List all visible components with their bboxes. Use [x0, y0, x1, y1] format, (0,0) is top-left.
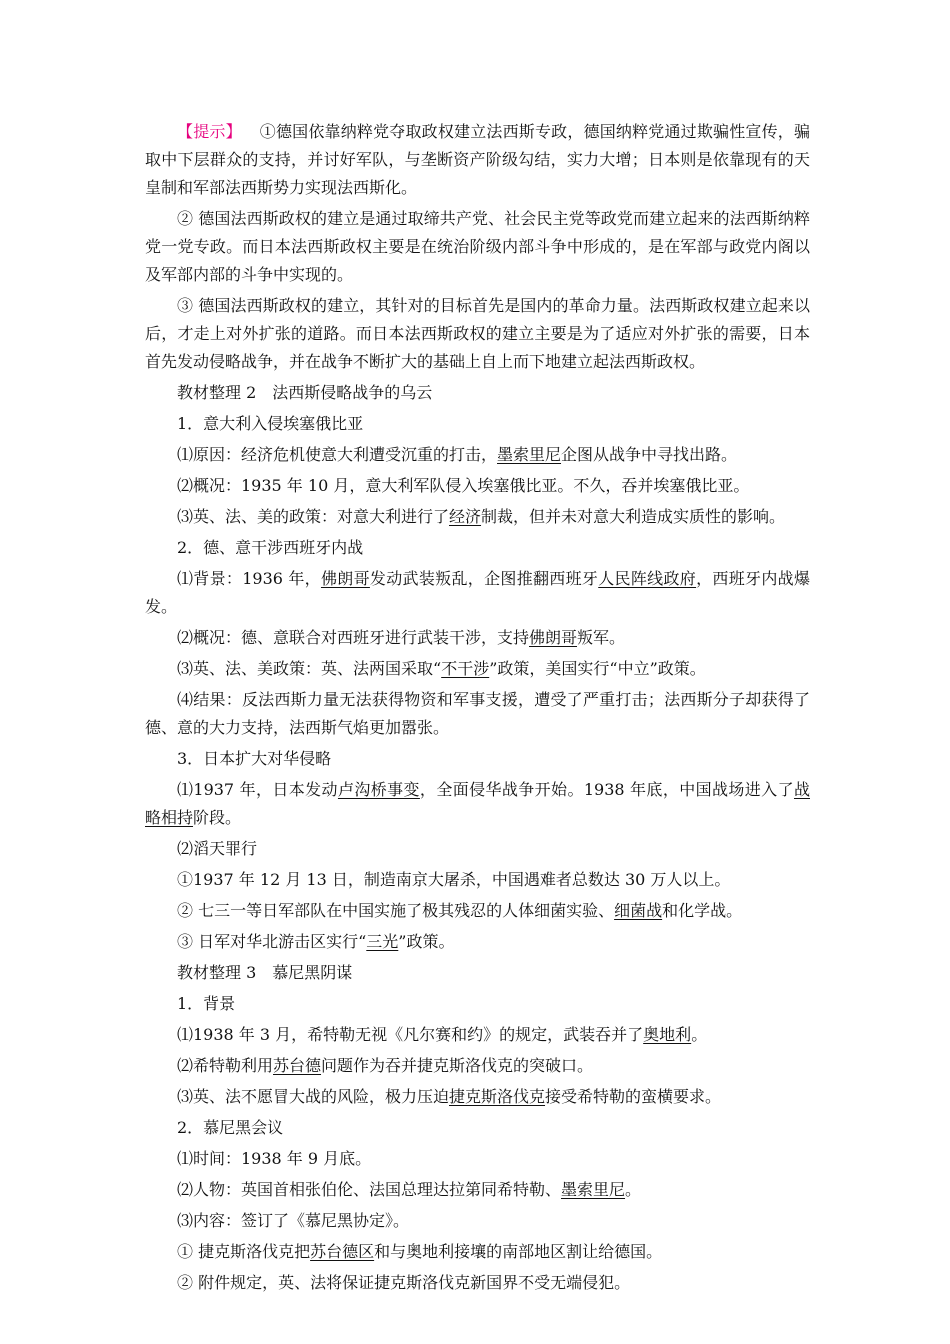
list-item — [145, 1176, 810, 1204]
list-item: ⑴时间：1938 年 9 月底。 — [177, 1149, 372, 1168]
list-item: ⑵概况：1935 年 10 月，意大利军队侵入埃塞俄比亚。不久，吞并埃塞俄比亚。 — [177, 476, 750, 495]
text-run: 。 — [625, 1180, 642, 1199]
underlined-term: 经济 — [449, 507, 482, 526]
text-run: ② 七三一等日军部队在中国实施了极其残忍的人体细菌实验、 — [177, 901, 615, 920]
underlined-term: 不干涉 — [441, 659, 490, 678]
text-run: 和与奥地利接壤的南部地区割让给德国。 — [374, 1242, 663, 1261]
text-run: 企图从战争中寻找出路。 — [561, 445, 738, 464]
subsection-title: 1．意大利入侵埃塞俄比亚 — [177, 414, 364, 433]
underlined-term: 佛朗哥 — [320, 569, 370, 588]
underlined-term: 三光 — [366, 932, 399, 951]
list-item — [145, 776, 810, 832]
underlined-term: 细菌战 — [614, 901, 663, 920]
list-item — [145, 441, 810, 469]
subsection-title: 2．德、意干涉西班牙内战 — [177, 538, 364, 557]
list-item — [145, 1238, 810, 1266]
text-run: ⑵希特勒利用 — [177, 1056, 274, 1075]
tip-text: ①德国依靠纳粹党夺取政权建立法西斯专政，德国纳粹党通过欺骗性宣传，骗取中下层群众的支持，并讨好军队，与垄断资产阶级勾结，实力大增；日本则是依靠现有的天皇制和军部法西斯势力实现法西斯化。 — [145, 122, 810, 197]
tip-paragraph-3: ③ 德国法西斯政权的建立，其针对的目标首先是国内的革命力量。法西斯政权建立起来以后，才走上对外扩张的道路。而日本法西斯政权的建立主要是为了适应对外扩张的需要，日本首先发动侵略战争，并在战争不断扩大的基础上自上而下地建立起法西斯政权。 — [145, 296, 810, 371]
text-run: ⑴1937 年，日本发动 — [177, 780, 338, 799]
text-run: ⑵概况：德、意联合对西班牙进行武装干涉，支持 — [177, 628, 530, 647]
text-run: 问题作为吞并捷克斯洛伐克的突破口。 — [321, 1056, 594, 1075]
text-run: 阶段。 — [193, 808, 242, 827]
text-run: 发动武装叛乱，企图推翻西班牙 — [369, 569, 599, 588]
tip-paragraph-1 — [145, 118, 810, 202]
document-body — [145, 118, 810, 1300]
text-run: ⑶英、法、美的政策：对意大利进行了 — [177, 507, 450, 526]
underlined-term: 卢沟桥事变 — [337, 780, 420, 799]
text-run: ⑵人物：英国首相张伯伦、法国总理达拉第同希特勒、 — [177, 1180, 562, 1199]
text-run: ”政策，美国实行“中立”政策。 — [489, 659, 706, 678]
underlined-term: 佛朗哥 — [529, 628, 578, 647]
section-heading-2: 教材整理 2 法西斯侵略战争的乌云 — [177, 383, 433, 402]
tip-label: 【提示】 — [177, 122, 242, 141]
underlined-term: 捷克斯洛伐克 — [449, 1087, 546, 1106]
text-run: 叛军。 — [577, 628, 626, 647]
subsection-title: 2．慕尼黑会议 — [177, 1118, 284, 1137]
text-run: ⑶英、法不愿冒大战的风险，极力压迫 — [177, 1087, 450, 1106]
list-item — [145, 928, 810, 956]
subsection-title: 3．日本扩大对华侵略 — [177, 749, 332, 768]
text-run: 。 — [691, 1025, 708, 1044]
underlined-term: 墨索里尼 — [497, 445, 562, 464]
list-item — [145, 1052, 810, 1080]
text-run: ⑶英、法、美政策：英、法两国采取“ — [177, 659, 442, 678]
list-item: ⑵滔天罪行 — [177, 839, 258, 858]
list-item — [145, 503, 810, 531]
list-item — [145, 655, 810, 683]
text-run: ”政策。 — [398, 932, 455, 951]
underlined-term: 奥地利 — [643, 1025, 692, 1044]
list-item: ② 附件规定，英、法将保证捷克斯洛伐克新国界不受无端侵犯。 — [177, 1273, 631, 1292]
text-run: ⑴1938 年 3 月，希特勒无视《凡尔赛和约》的规定，武装吞并了 — [177, 1025, 644, 1044]
section-heading-3: 教材整理 3 慕尼黑阴谋 — [177, 963, 353, 982]
tip-paragraph-2: ② 德国法西斯政权的建立是通过取缔共产党、社会民主党等政党而建立起来的法西斯纳粹党一党专政。而日本法西斯政权主要是在统治阶级内部斗争中形成的，是在军部与政党内阁以及军部内部的斗争中实现的。 — [145, 209, 810, 284]
underlined-term: 墨索里尼 — [561, 1180, 626, 1199]
list-item — [145, 565, 810, 621]
text-run: ，全面侵华战争开始。1938 年底，中国战场进入了 — [419, 780, 794, 799]
text-run: 和化学战。 — [662, 901, 743, 920]
text-run: ，西班牙内战爆发。 — [145, 569, 810, 616]
list-item — [145, 897, 810, 925]
text-run: ① 捷克斯洛伐克把 — [177, 1242, 311, 1261]
text-run: 制裁，但并未对意大利造成实质性的影响。 — [481, 507, 786, 526]
subsection-title: 1．背景 — [177, 994, 236, 1013]
text-run: ③ 日军对华北游击区实行“ — [177, 932, 367, 951]
text-run: ⑴原因：经济危机使意大利遭受沉重的打击， — [177, 445, 498, 464]
underlined-term: 苏台德 — [273, 1056, 322, 1075]
list-item: ⑶内容：签订了《慕尼黑协定》。 — [177, 1211, 410, 1230]
list-item — [145, 624, 810, 652]
underlined-term: 苏台德区 — [310, 1242, 375, 1261]
underlined-term: 战略相持 — [145, 780, 810, 827]
list-item — [145, 1083, 810, 1111]
list-item — [145, 1021, 810, 1049]
text-run: ⑴背景：1936 年， — [177, 569, 321, 588]
text-run: 接受希特勒的蛮横要求。 — [545, 1087, 722, 1106]
list-item: ①1937 年 12 月 13 日，制造南京大屠杀，中国遇难者总数达 30 万人以上。 — [177, 870, 731, 889]
list-item: ⑷结果：反法西斯力量无法获得物资和军事支援，遭受了严重打击；法西斯分子却获得了德、意的大力支持，法西斯气焰更加嚣张。 — [145, 690, 810, 737]
underlined-term: 人民阵线政府 — [598, 569, 697, 588]
